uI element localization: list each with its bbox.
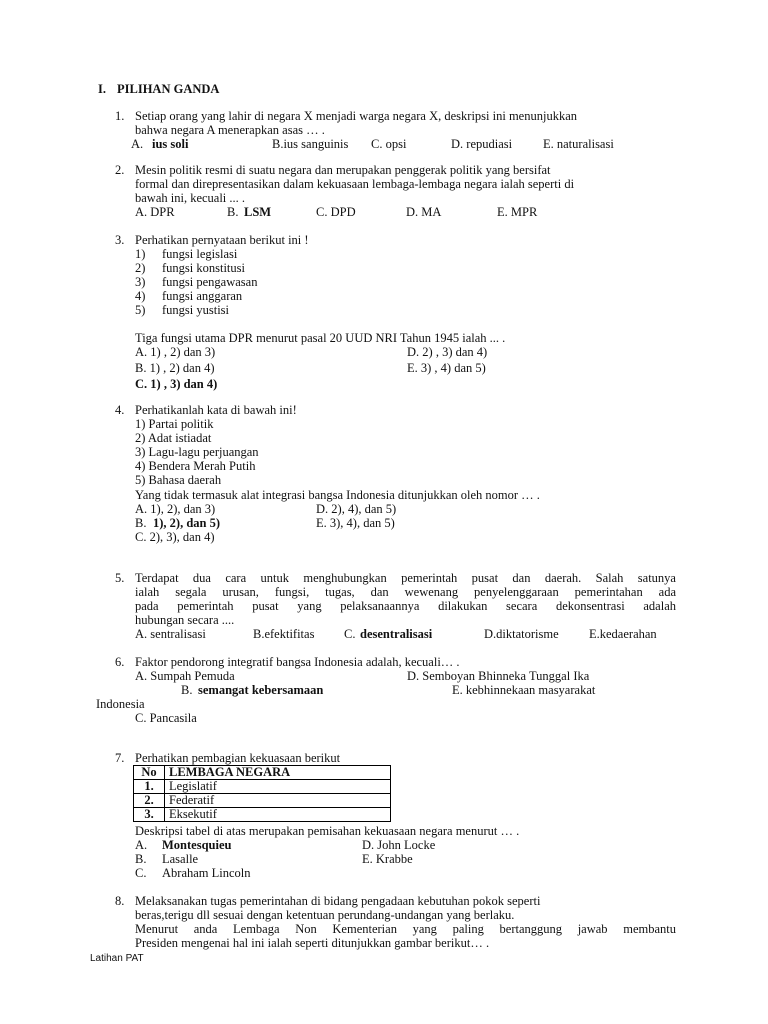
- question-text: Perhatikan pernyataan berikut ini !: [135, 233, 309, 247]
- question-text: Terdapat dua cara untuk menghubungkan pemerintah pusat dan daerah. Salah satunya: [135, 571, 676, 585]
- question-number: 6.: [115, 655, 125, 669]
- option-b-prefix: B.: [135, 852, 147, 866]
- option-b-prefix: B.: [135, 516, 147, 530]
- list-item: 2) Adat istiadat: [135, 431, 212, 445]
- list-item-number: 2): [135, 261, 146, 275]
- list-item: 5) Bahasa daerah: [135, 473, 222, 487]
- option-a-prefix: A.: [135, 838, 148, 852]
- question-text: Deskripsi tabel di atas merupakan pemisahan kekuasaan negara menurut … .: [135, 824, 520, 838]
- list-item: fungsi pengawasan: [162, 275, 258, 289]
- option-b-prefix: B.: [181, 683, 193, 697]
- question-number: 7.: [115, 751, 125, 765]
- question-number: 1.: [115, 109, 125, 123]
- question-text: hubungan secara ....: [135, 613, 235, 627]
- option-c-answer: C. 1) , 3) dan 4): [135, 377, 218, 391]
- question-text: Menurut anda Lembaga Non Kementerian yang paling bertanggung jawab membantu: [135, 922, 676, 936]
- option-a-answer: ius soli: [152, 137, 189, 151]
- option-a-answer: Montesquieu: [162, 838, 232, 852]
- page-footer: Latihan PAT: [90, 953, 144, 964]
- list-item-number: 5): [135, 303, 146, 317]
- option-b-answer: 1), 2), dan 5): [153, 516, 221, 530]
- table-cell-name: Eksekutif: [165, 808, 391, 822]
- option-e-wrap: Indonesia: [96, 697, 145, 711]
- option-a-prefix: A.: [131, 137, 144, 151]
- option-b: B. 1) , 2) dan 4): [135, 361, 215, 375]
- option-b: B.efektifitas: [253, 627, 315, 641]
- option-c-answer: desentralisasi: [360, 627, 433, 641]
- option-d: D. Semboyan Bhinneka Tunggal Ika: [407, 669, 590, 683]
- question-text: ialah segala urusan, fungsi, tugas, dan wewenang penyelenggaraan pemerintahan ada: [135, 585, 676, 599]
- list-item: fungsi anggaran: [162, 289, 243, 303]
- question-text: Faktor pendorong integratif bangsa Indonesia adalah, kecuali… .: [135, 655, 460, 669]
- option-b: B.ius sanguinis: [272, 137, 349, 151]
- option-a: A. DPR: [135, 205, 175, 219]
- option-d: D. 2), 4), dan 5): [316, 502, 397, 516]
- option-c: C. Pancasila: [135, 711, 197, 725]
- option-a: A. Sumpah Pemuda: [135, 669, 235, 683]
- option-d: D. repudiasi: [451, 137, 513, 151]
- question-text: Melaksanakan tugas pemerintahan di bidang pengadaan kebutuhan pokok seperti: [135, 894, 541, 908]
- question-text: Mesin politik resmi di suatu negara dan merupakan penggerak politik yang bersifat: [135, 163, 551, 177]
- option-b-answer: semangat kebersamaan: [198, 683, 324, 697]
- table-cell-no: 3.: [134, 808, 165, 822]
- option-e: E. MPR: [497, 205, 538, 219]
- option-a: A. sentralisasi: [135, 627, 206, 641]
- question-number: 5.: [115, 571, 125, 585]
- list-item-number: 4): [135, 289, 146, 303]
- section-number: I.: [98, 82, 106, 96]
- option-c: C. opsi: [371, 137, 407, 151]
- option-e: E. 3) , 4) dan 5): [407, 361, 486, 375]
- option-c: C. 2), 3), dan 4): [135, 530, 215, 544]
- question-text: Perhatikanlah kata di bawah ini!: [135, 403, 297, 417]
- question-text: pada pemerintah pusat yang pelaksanaannya dilakukan secara dekonsentrasi adalah: [135, 599, 676, 613]
- list-item: fungsi legislasi: [162, 247, 238, 261]
- question-number: 8.: [115, 894, 125, 908]
- table-header-row: [134, 766, 391, 780]
- table-cell-no: 1.: [134, 780, 165, 794]
- option-e: E.kedaerahan: [589, 627, 657, 641]
- question-number: 3.: [115, 233, 125, 247]
- question-text: Presiden mengenai hal ini ialah seperti ditunjukkan gambar berikut… .: [135, 936, 490, 950]
- option-d: D. 2) , 3) dan 4): [407, 345, 488, 359]
- list-item: 3) Lagu-lagu perjuangan: [135, 445, 259, 459]
- option-e: E. 3), 4), dan 5): [316, 516, 395, 530]
- list-item: 1) Partai politik: [135, 417, 214, 431]
- table-row: [134, 794, 391, 808]
- option-e: E. naturalisasi: [543, 137, 614, 151]
- lembaga-table: [133, 765, 391, 822]
- option-d: D. MA: [406, 205, 442, 219]
- list-item-number: 3): [135, 275, 146, 289]
- option-a: A. 1), 2), dan 3): [135, 502, 216, 516]
- list-item: fungsi konstitusi: [162, 261, 245, 275]
- option-c-prefix: C.: [344, 627, 356, 641]
- question-text: bahwa negara A menerapkan asas … .: [135, 123, 325, 137]
- question-text: Tiga fungsi utama DPR menurut pasal 20 UUD NRI Tahun 1945 ialah ... .: [135, 331, 506, 345]
- question-text: Setiap orang yang lahir di negara X menjadi warga negara X, deskripsi ini menunjukkan: [135, 109, 577, 123]
- option-c: C. DPD: [316, 205, 356, 219]
- section-title: PILIHAN GANDA: [117, 82, 220, 96]
- question-text: beras,terigu dll sesuai dengan ketentuan perundang-undangan yang berlaku.: [135, 908, 515, 922]
- option-d: D.diktatorisme: [484, 627, 559, 641]
- option-b-answer: LSM: [244, 205, 272, 219]
- option-e: E. kebhinnekaan masyarakat: [452, 683, 596, 697]
- table-cell-name: Legislatif: [165, 780, 391, 794]
- table-row: [134, 808, 391, 822]
- table-row: [134, 780, 391, 794]
- table-cell-no: 2.: [134, 794, 165, 808]
- table-cell-name: Federatif: [165, 794, 391, 808]
- question-number: 4.: [115, 403, 125, 417]
- question-text: formal dan direpresentasikan dalam kekuasaan lembaga-lembaga negara ialah seperti di: [135, 177, 575, 191]
- question-text: bawah ini, kecuali ... .: [135, 191, 246, 205]
- option-c: Abraham Lincoln: [162, 866, 251, 880]
- list-item-number: 1): [135, 247, 146, 261]
- question-text: Yang tidak termasuk alat integrasi bangsa Indonesia ditunjukkan oleh nomor … .: [135, 488, 540, 502]
- list-item: 4) Bendera Merah Putih: [135, 459, 256, 473]
- option-e: E. Krabbe: [362, 852, 413, 866]
- list-item: fungsi yustisi: [162, 303, 230, 317]
- table-header-name: LEMBAGA NEGARA: [165, 766, 391, 780]
- option-c-prefix: C.: [135, 866, 147, 880]
- option-b: Lasalle: [162, 852, 199, 866]
- table-header-no: No: [134, 766, 165, 780]
- question-number: 2.: [115, 163, 125, 177]
- option-b-prefix: B.: [227, 205, 239, 219]
- question-text: Perhatikan pembagian kekuasaan berikut: [135, 751, 341, 765]
- option-a: A. 1) , 2) dan 3): [135, 345, 216, 359]
- option-d: D. John Locke: [362, 838, 436, 852]
